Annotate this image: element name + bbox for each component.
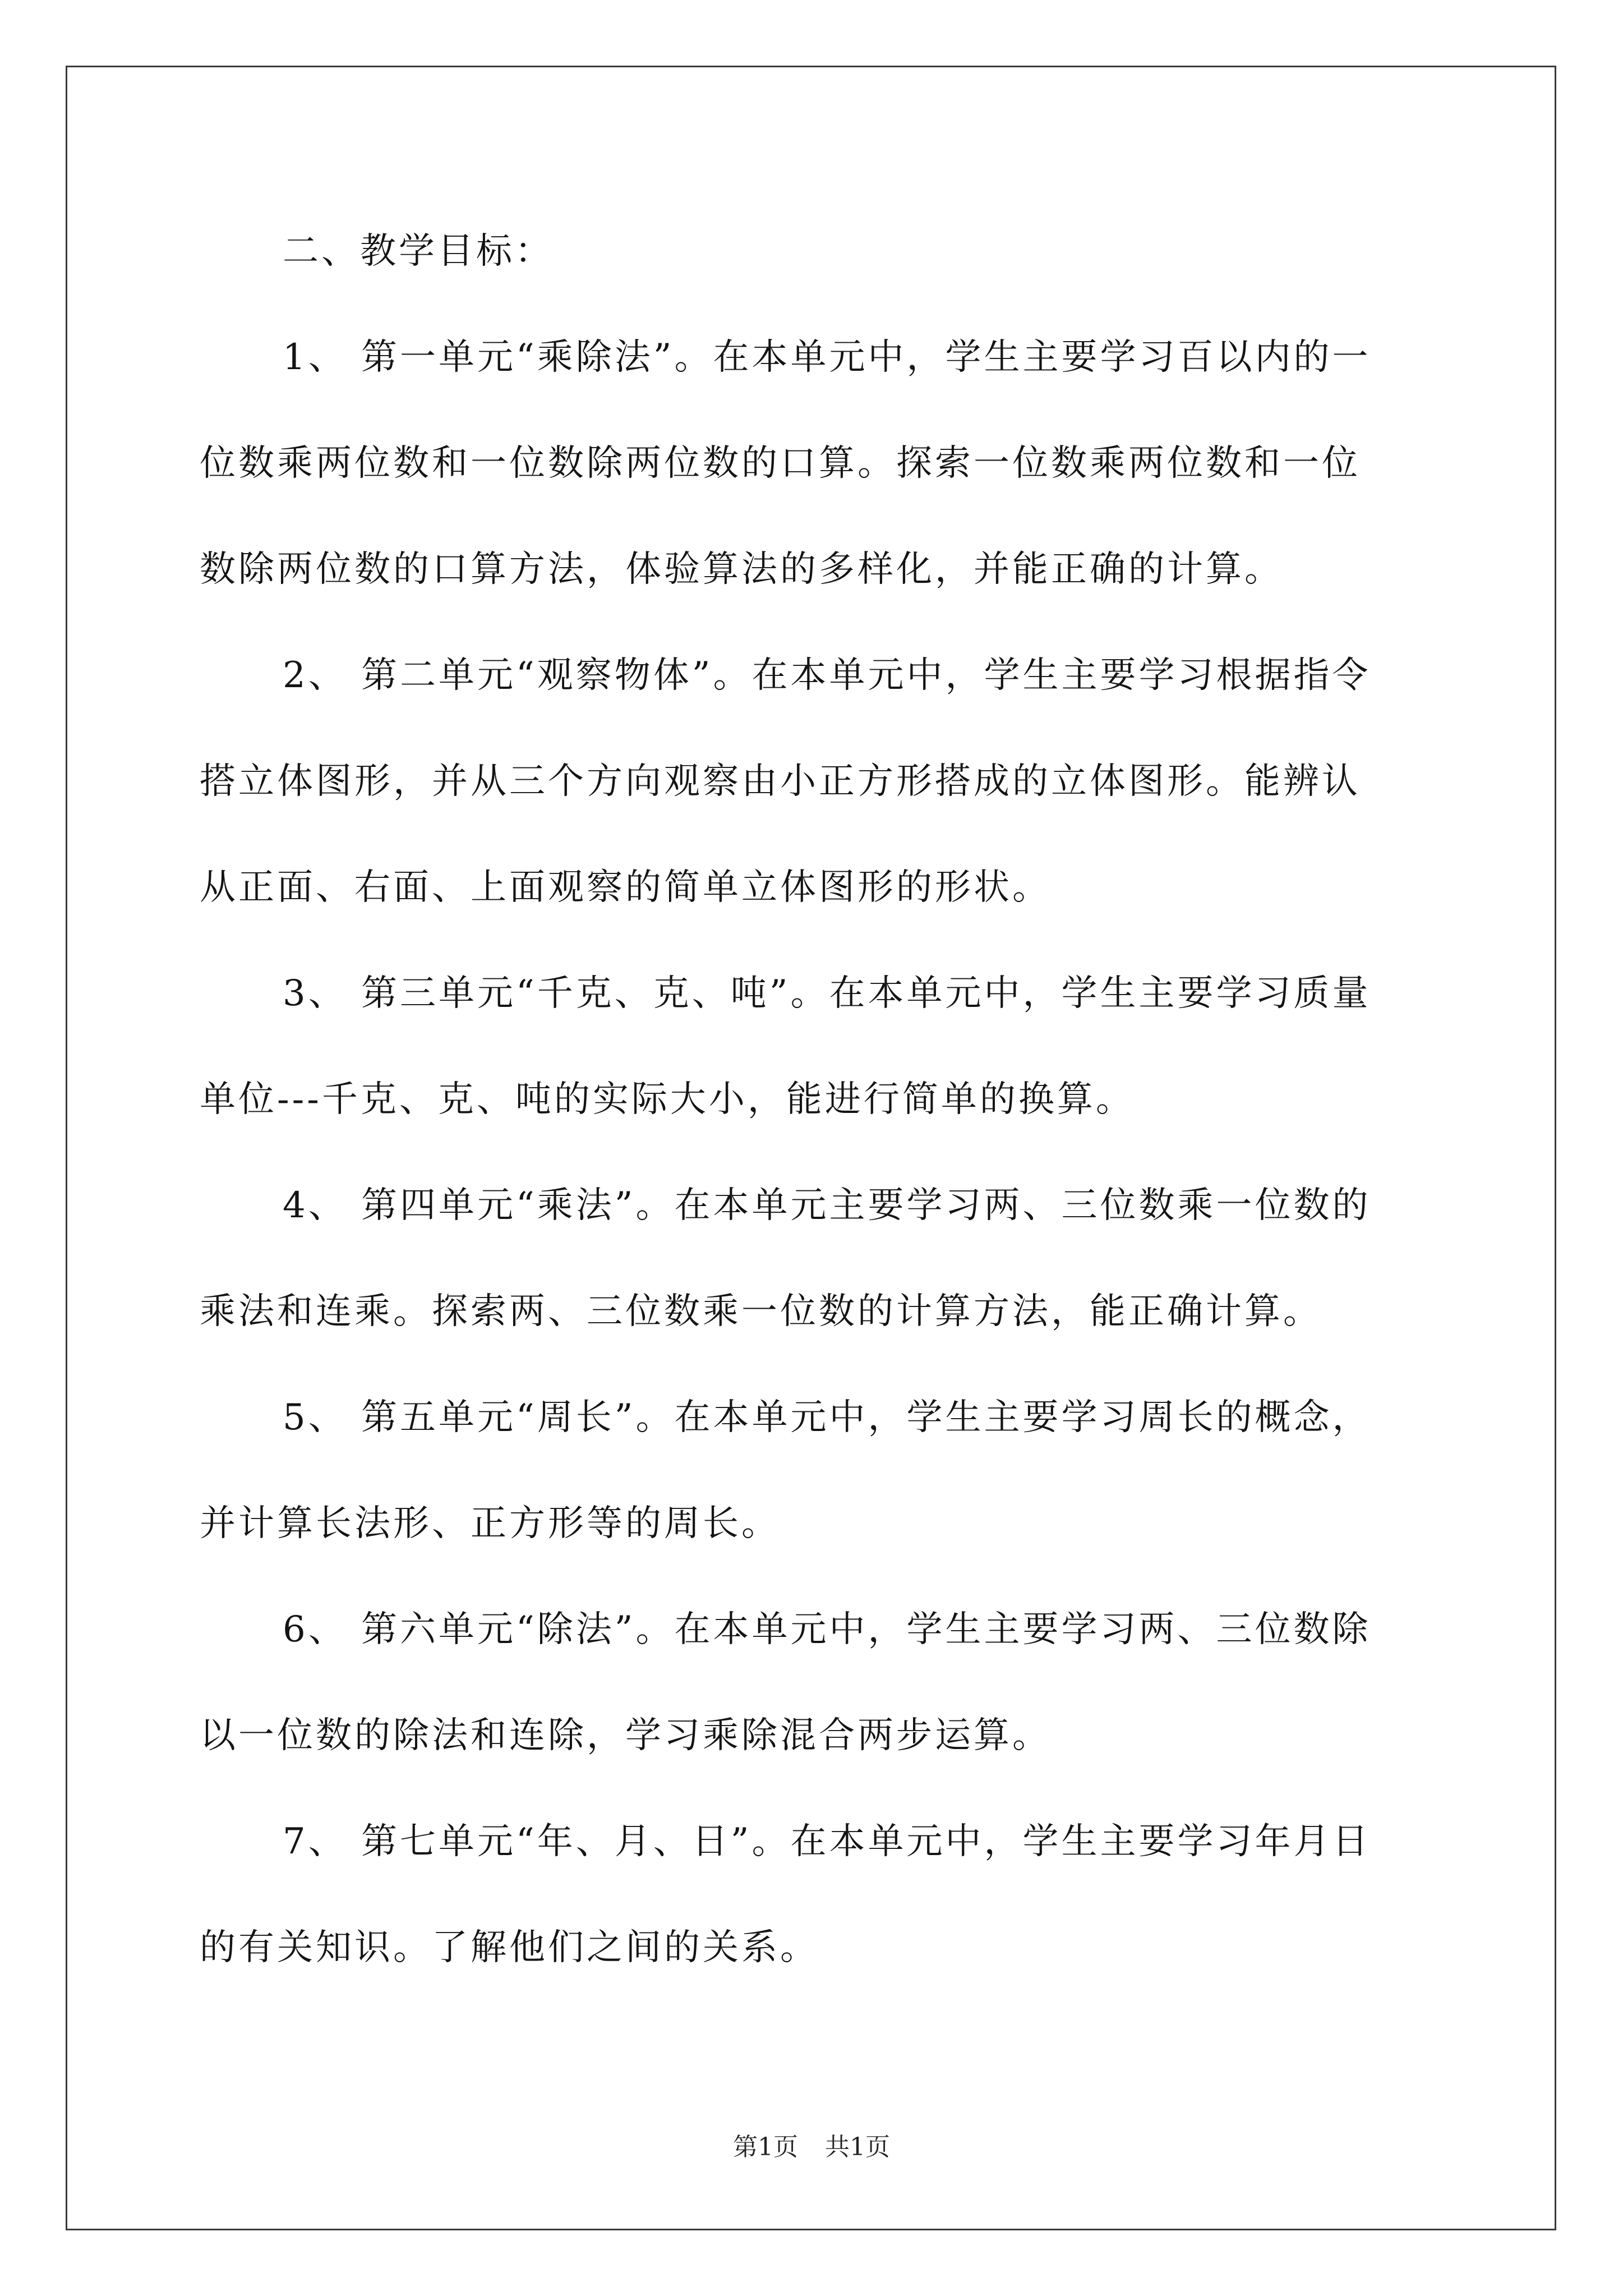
text-line: 的有关知识。了解他们之间的关系。 [200,1927,819,1968]
text-line: 6、 第六单元“除法”。在本单元中，学生主要学习两、三位数除 [283,1609,1371,1650]
section-heading: 二、教学目标： [283,231,554,272]
text-line: 5、 第五单元“周长”。在本单元中，学生主要学习周长的概念， [283,1397,1371,1438]
text-line: 位数乘两位数和一位数除两位数的口算。探索一位数乘两位数和一位 [200,443,1361,484]
text-line: 并计算长法形、正方形等的周长。 [200,1503,780,1544]
text-line: 搭立体图形，并从三个方向观察由小正方形搭成的立体图形。能辨认 [200,761,1361,802]
text-line: 7、 第七单元“年、月、日”。在本单元中，学生主要学习年月日 [283,1821,1371,1862]
text-line: 乘法和连乘。探索两、三位数乘一位数的计算方法，能正确计算。 [200,1291,1322,1332]
text-line: 3、 第三单元“千克、克、吨”。在本单元中，学生主要学习质量 [283,973,1371,1014]
document-body [200,229,1439,2031]
text-line: 1、 第一单元“乘除法”。在本单元中，学生主要学习百以内的一 [283,337,1371,378]
text-line: 单位---千克、克、吨的实际大小，能进行简单的换算。 [200,1079,1135,1120]
page-number: 第1页 [733,2133,798,2161]
text-line: 数除两位数的口算方法，体验算法的多样化，并能正确的计算。 [200,549,1283,590]
text-line: 4、 第四单元“乘法”。在本单元主要学习两、三位数乘一位数的 [283,1185,1371,1226]
page-footer [0,2132,1623,2163]
text-line: 2、 第二单元“观察物体”。在本单元中，学生主要学习根据指令 [283,655,1371,696]
page-total: 共1页 [825,2133,890,2161]
text-line: 从正面、右面、上面观察的简单立体图形的形状。 [200,867,1051,908]
text-line: 以一位数的除法和连除，学习乘除混合两步运算。 [200,1715,1051,1756]
